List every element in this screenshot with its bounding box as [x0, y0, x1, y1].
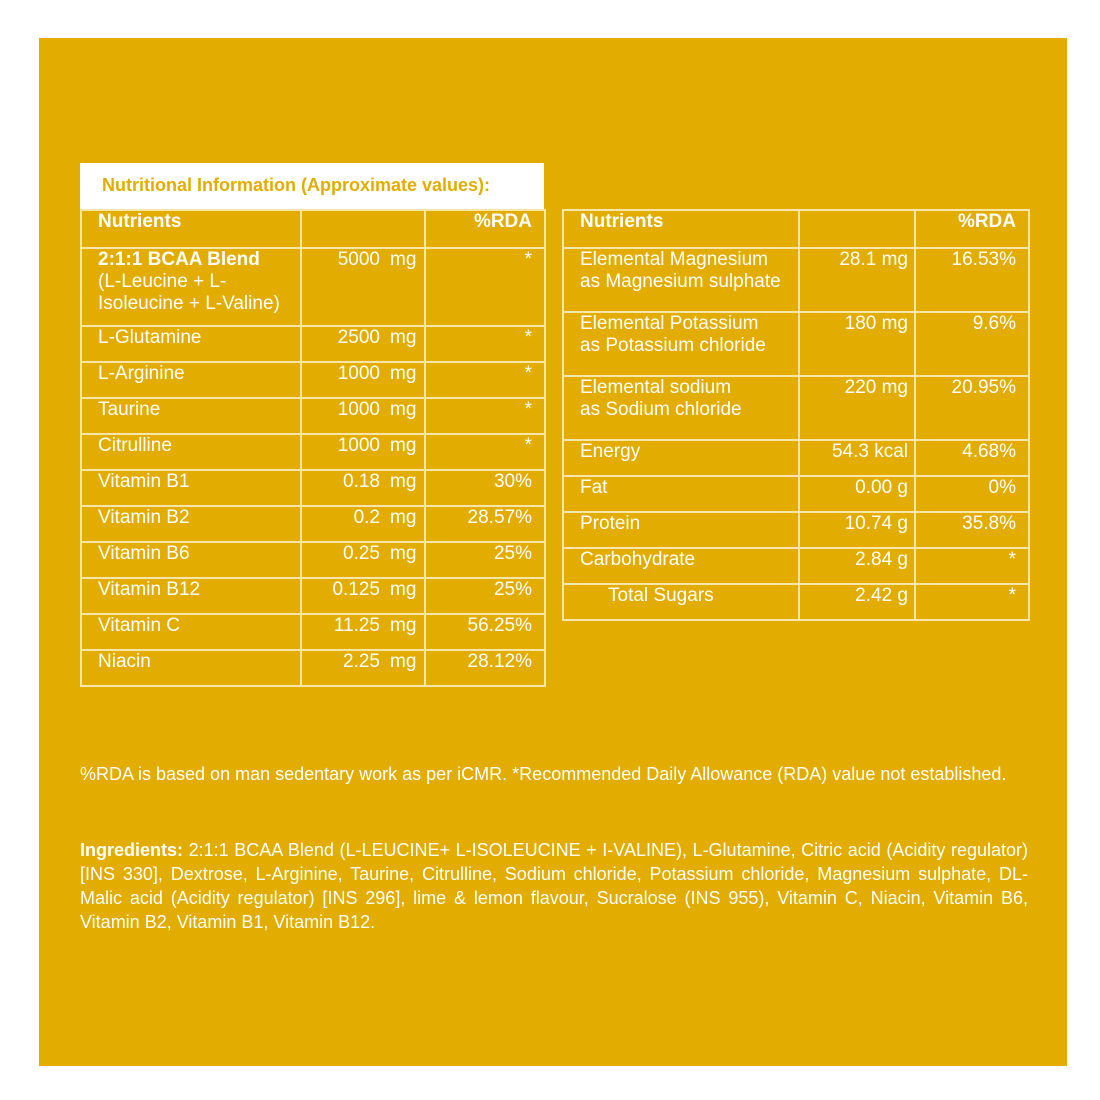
nutrient-rda: 56.25%: [425, 614, 545, 650]
nutrient-rda: 30%: [425, 470, 545, 506]
table-row: [563, 248, 1029, 312]
amount-cell: [301, 578, 425, 614]
nutrient-amount: 2500: [337, 327, 380, 348]
nutrient-rda: *: [425, 434, 545, 470]
table-row: [563, 584, 1029, 620]
nutrient-unit: mg: [390, 579, 417, 600]
nutrient-amount: 10.74 g: [799, 512, 915, 548]
nutrient-name: Citrulline: [81, 434, 301, 470]
nutrient-name: Carbohydrate: [563, 548, 799, 584]
table-row: [81, 248, 545, 326]
nutrient-amount: 220 mg: [799, 376, 915, 440]
nutrient-unit: mg: [390, 435, 417, 456]
nutrient-amount: 0.2: [353, 507, 380, 528]
nutrient-amount: 5000: [337, 249, 380, 270]
ingredients-block: [80, 838, 1028, 934]
nutrient-unit: mg: [390, 471, 417, 492]
header-amount: [301, 210, 425, 248]
nutrient-rda: 35.8%: [915, 512, 1029, 548]
table-row: [81, 398, 545, 434]
nutrient-name: Protein: [563, 512, 799, 548]
nutrient-unit: mg: [390, 615, 417, 636]
nutrient-amount: 11.25: [333, 615, 380, 636]
amount-cell: [301, 398, 425, 434]
header-rda: %RDA: [425, 210, 545, 248]
nutrient-name: 2:1:1 BCAA Blend: [98, 249, 260, 270]
nutrient-amount: 0.00 g: [799, 476, 915, 512]
nutrient-unit: mg: [390, 363, 417, 384]
header-rda: %RDA: [915, 210, 1029, 248]
amount-cell: [301, 506, 425, 542]
header-nutrients: Nutrients: [563, 210, 799, 248]
nutrient-rda: *: [425, 326, 545, 362]
nutrient-name: Total Sugars: [563, 584, 799, 620]
nutrient-amount: 1000: [337, 363, 380, 384]
table-row: [563, 312, 1029, 376]
nutrient-amount: 2.42 g: [799, 584, 915, 620]
nutrient-cell: [81, 248, 301, 326]
nutrient-amount: 0.125: [332, 579, 380, 600]
rda-footnote: %RDA is based on man sedentary work as per iCMR. *Recommended Daily Allowance (RDA) value not established.: [80, 764, 1007, 784]
nutrient-amount: 2.84 g: [799, 548, 915, 584]
nutrient-unit: mg: [390, 327, 417, 348]
nutrient-amount: 54.3 kcal: [799, 440, 915, 476]
nutrient-cell: [563, 376, 799, 440]
nutrient-rda: 28.57%: [425, 506, 545, 542]
amount-cell: [301, 326, 425, 362]
nutrient-name: Elemental Magnesium: [580, 249, 768, 270]
nutrient-unit: mg: [390, 507, 417, 528]
nutrient-amount: 180 mg: [799, 312, 915, 376]
nutrient-name: L-Glutamine: [81, 326, 301, 362]
nutrient-amount: 0.25: [343, 543, 380, 564]
nutrient-name: Elemental sodium: [580, 377, 732, 398]
nutrient-rda: 28.12%: [425, 650, 545, 686]
table-row: [563, 476, 1029, 512]
nutrient-rda: *: [915, 584, 1029, 620]
amount-cell: [301, 434, 425, 470]
nutrient-rda: 20.95%: [915, 376, 1029, 440]
nutrient-name: Energy: [563, 440, 799, 476]
amount-cell: [301, 614, 425, 650]
table-header: [81, 210, 545, 248]
nutrient-name: L-Arginine: [81, 362, 301, 398]
table-row: [81, 326, 545, 362]
nutrient-name: Elemental Potassium: [580, 313, 759, 334]
nutrient-subtext: as Potassium chloride: [580, 335, 766, 356]
nutrient-cell: [563, 312, 799, 376]
nutrient-subtext: as Magnesium sulphate: [580, 271, 781, 292]
nutrient-amount: 28.1 mg: [799, 248, 915, 312]
table-row: [81, 578, 545, 614]
nutrient-rda: 0%: [915, 476, 1029, 512]
nutrient-name: Vitamin B1: [81, 470, 301, 506]
header-nutrients: Nutrients: [81, 210, 301, 248]
table-row: [81, 362, 545, 398]
nutrient-unit: mg: [390, 399, 417, 420]
header-amount: [799, 210, 915, 248]
nutrient-rda: 9.6%: [915, 312, 1029, 376]
nutrient-name: Vitamin B2: [81, 506, 301, 542]
label-panel: [39, 38, 1067, 1066]
nutrient-name: Fat: [563, 476, 799, 512]
table-row: [563, 548, 1029, 584]
table-row: [563, 512, 1029, 548]
nutrient-rda: 25%: [425, 578, 545, 614]
amount-cell: [301, 542, 425, 578]
ingredients-label: Ingredients:: [80, 840, 184, 860]
nutrient-rda: 4.68%: [915, 440, 1029, 476]
nutrient-rda: *: [425, 398, 545, 434]
nutrient-unit: mg: [390, 543, 417, 564]
nutrient-name: Vitamin B12: [81, 578, 301, 614]
nutrient-amount: 2.25: [343, 651, 380, 672]
nutrition-title: Nutritional Information (Approximate values):: [80, 163, 544, 209]
nutrient-subtext: as Sodium chloride: [580, 399, 742, 420]
nutrition-table-left: [80, 209, 546, 687]
table-row: [81, 542, 545, 578]
amount-cell: [301, 362, 425, 398]
nutrition-table-right: [562, 209, 1030, 621]
nutrient-name: Niacin: [81, 650, 301, 686]
table-row: [81, 470, 545, 506]
table-row: [81, 434, 545, 470]
table-row: [563, 440, 1029, 476]
nutrient-name: Vitamin C: [81, 614, 301, 650]
nutrient-unit: mg: [390, 651, 417, 672]
nutrient-cell: [563, 248, 799, 312]
amount-cell: [301, 650, 425, 686]
amount-cell: [301, 470, 425, 506]
table-row: [81, 614, 545, 650]
nutrient-rda: *: [425, 362, 545, 398]
table-header: [563, 210, 1029, 248]
nutrient-amount: 1000: [337, 399, 380, 420]
nutrient-amount: 0.18: [343, 471, 380, 492]
nutrient-name: Taurine: [81, 398, 301, 434]
table-row: [81, 650, 545, 686]
nutrient-unit: mg: [390, 249, 417, 270]
nutrient-rda: 16.53%: [915, 248, 1029, 312]
nutrient-name: Vitamin B6: [81, 542, 301, 578]
nutrient-rda: *: [915, 548, 1029, 584]
nutrient-subtext: (L-Leucine + L-Isoleucine + L-Valine): [98, 271, 280, 314]
nutrient-amount: 1000: [337, 435, 380, 456]
ingredients-text: 2:1:1 BCAA Blend (L-LEUCINE+ L-ISOLEUCINE + I-VALINE), L-Glutamine, Citric acid (Acidity regulator) [INS 330], Dextrose, L-Arginine, Taurine, Citrulline, Sodium chloride, Potassium chloride, Magnesium sulphate, DL-Malic acid (Acidity regulator) [INS 296], lime & lemon flavour, Sucralose (INS 955), Vitamin C, Niacin, Vitamin B6, Vitamin B2, Vitamin B1, Vitamin B12.: [80, 840, 1028, 932]
table-row: [563, 376, 1029, 440]
nutrient-rda: 25%: [425, 542, 545, 578]
table-row: [81, 506, 545, 542]
nutrient-rda: *: [425, 248, 545, 326]
amount-cell: [301, 248, 425, 326]
